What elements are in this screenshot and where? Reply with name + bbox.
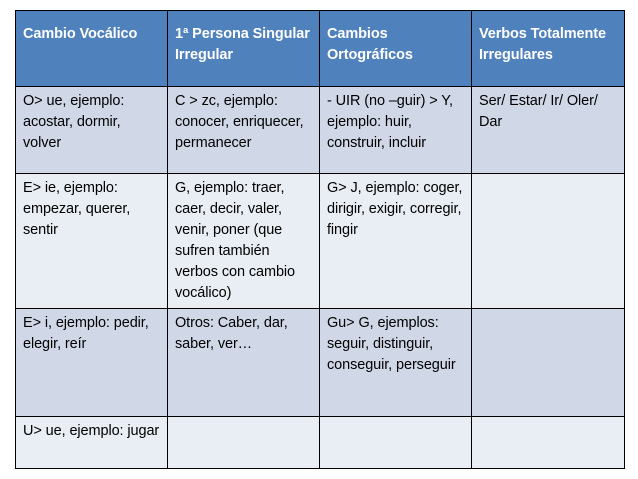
table-cell-empty: [472, 417, 625, 469]
table-cell-empty: [320, 417, 472, 469]
table-cell: G, ejemplo: traer, caer, decir, valer, venir, poner (que sufren también verbos con cambio vocálico): [168, 174, 320, 309]
table-row: [16, 417, 625, 469]
table-row: [16, 174, 625, 309]
table-body: [16, 87, 625, 469]
table-cell: G> J, ejemplo: coger, dirigir, exigir, corregir, fingir: [320, 174, 472, 309]
header-verbos-irregulares: Verbos Totalmente Irregulares: [472, 11, 625, 87]
table-row: [16, 309, 625, 417]
table-cell: E> i, ejemplo: pedir, elegir, reír: [16, 309, 168, 417]
table-cell-empty: [168, 417, 320, 469]
table-cell: E> ie, ejemplo: empezar, querer, sentir: [16, 174, 168, 309]
table-cell: U> ue, ejemplo: jugar: [16, 417, 168, 469]
header-cambio-vocalico: Cambio Vocálico: [16, 11, 168, 87]
table-cell: Otros: Caber, dar, saber, ver…: [168, 309, 320, 417]
table-cell: C > zc, ejemplo: conocer, enriquecer, permanecer: [168, 87, 320, 174]
verb-classification-table: [15, 10, 625, 469]
table-cell: Ser/ Estar/ Ir/ Oler/ Dar: [472, 87, 625, 174]
table-cell: O> ue, ejemplo: acostar, dormir, volver: [16, 87, 168, 174]
header-row: [16, 11, 625, 87]
table-cell-empty: [472, 309, 625, 417]
table-cell-empty: [472, 174, 625, 309]
table-cell: - UIR (no –guir) > Y, ejemplo: huir, construir, incluir: [320, 87, 472, 174]
table-row: [16, 87, 625, 174]
table-cell: Gu> G, ejemplos: seguir, distinguir, conseguir, perseguir: [320, 309, 472, 417]
header-primera-persona: 1ª Persona Singular Irregular: [168, 11, 320, 87]
header-cambios-ortograficos: Cambios Ortográficos: [320, 11, 472, 87]
table-header: [16, 11, 625, 87]
